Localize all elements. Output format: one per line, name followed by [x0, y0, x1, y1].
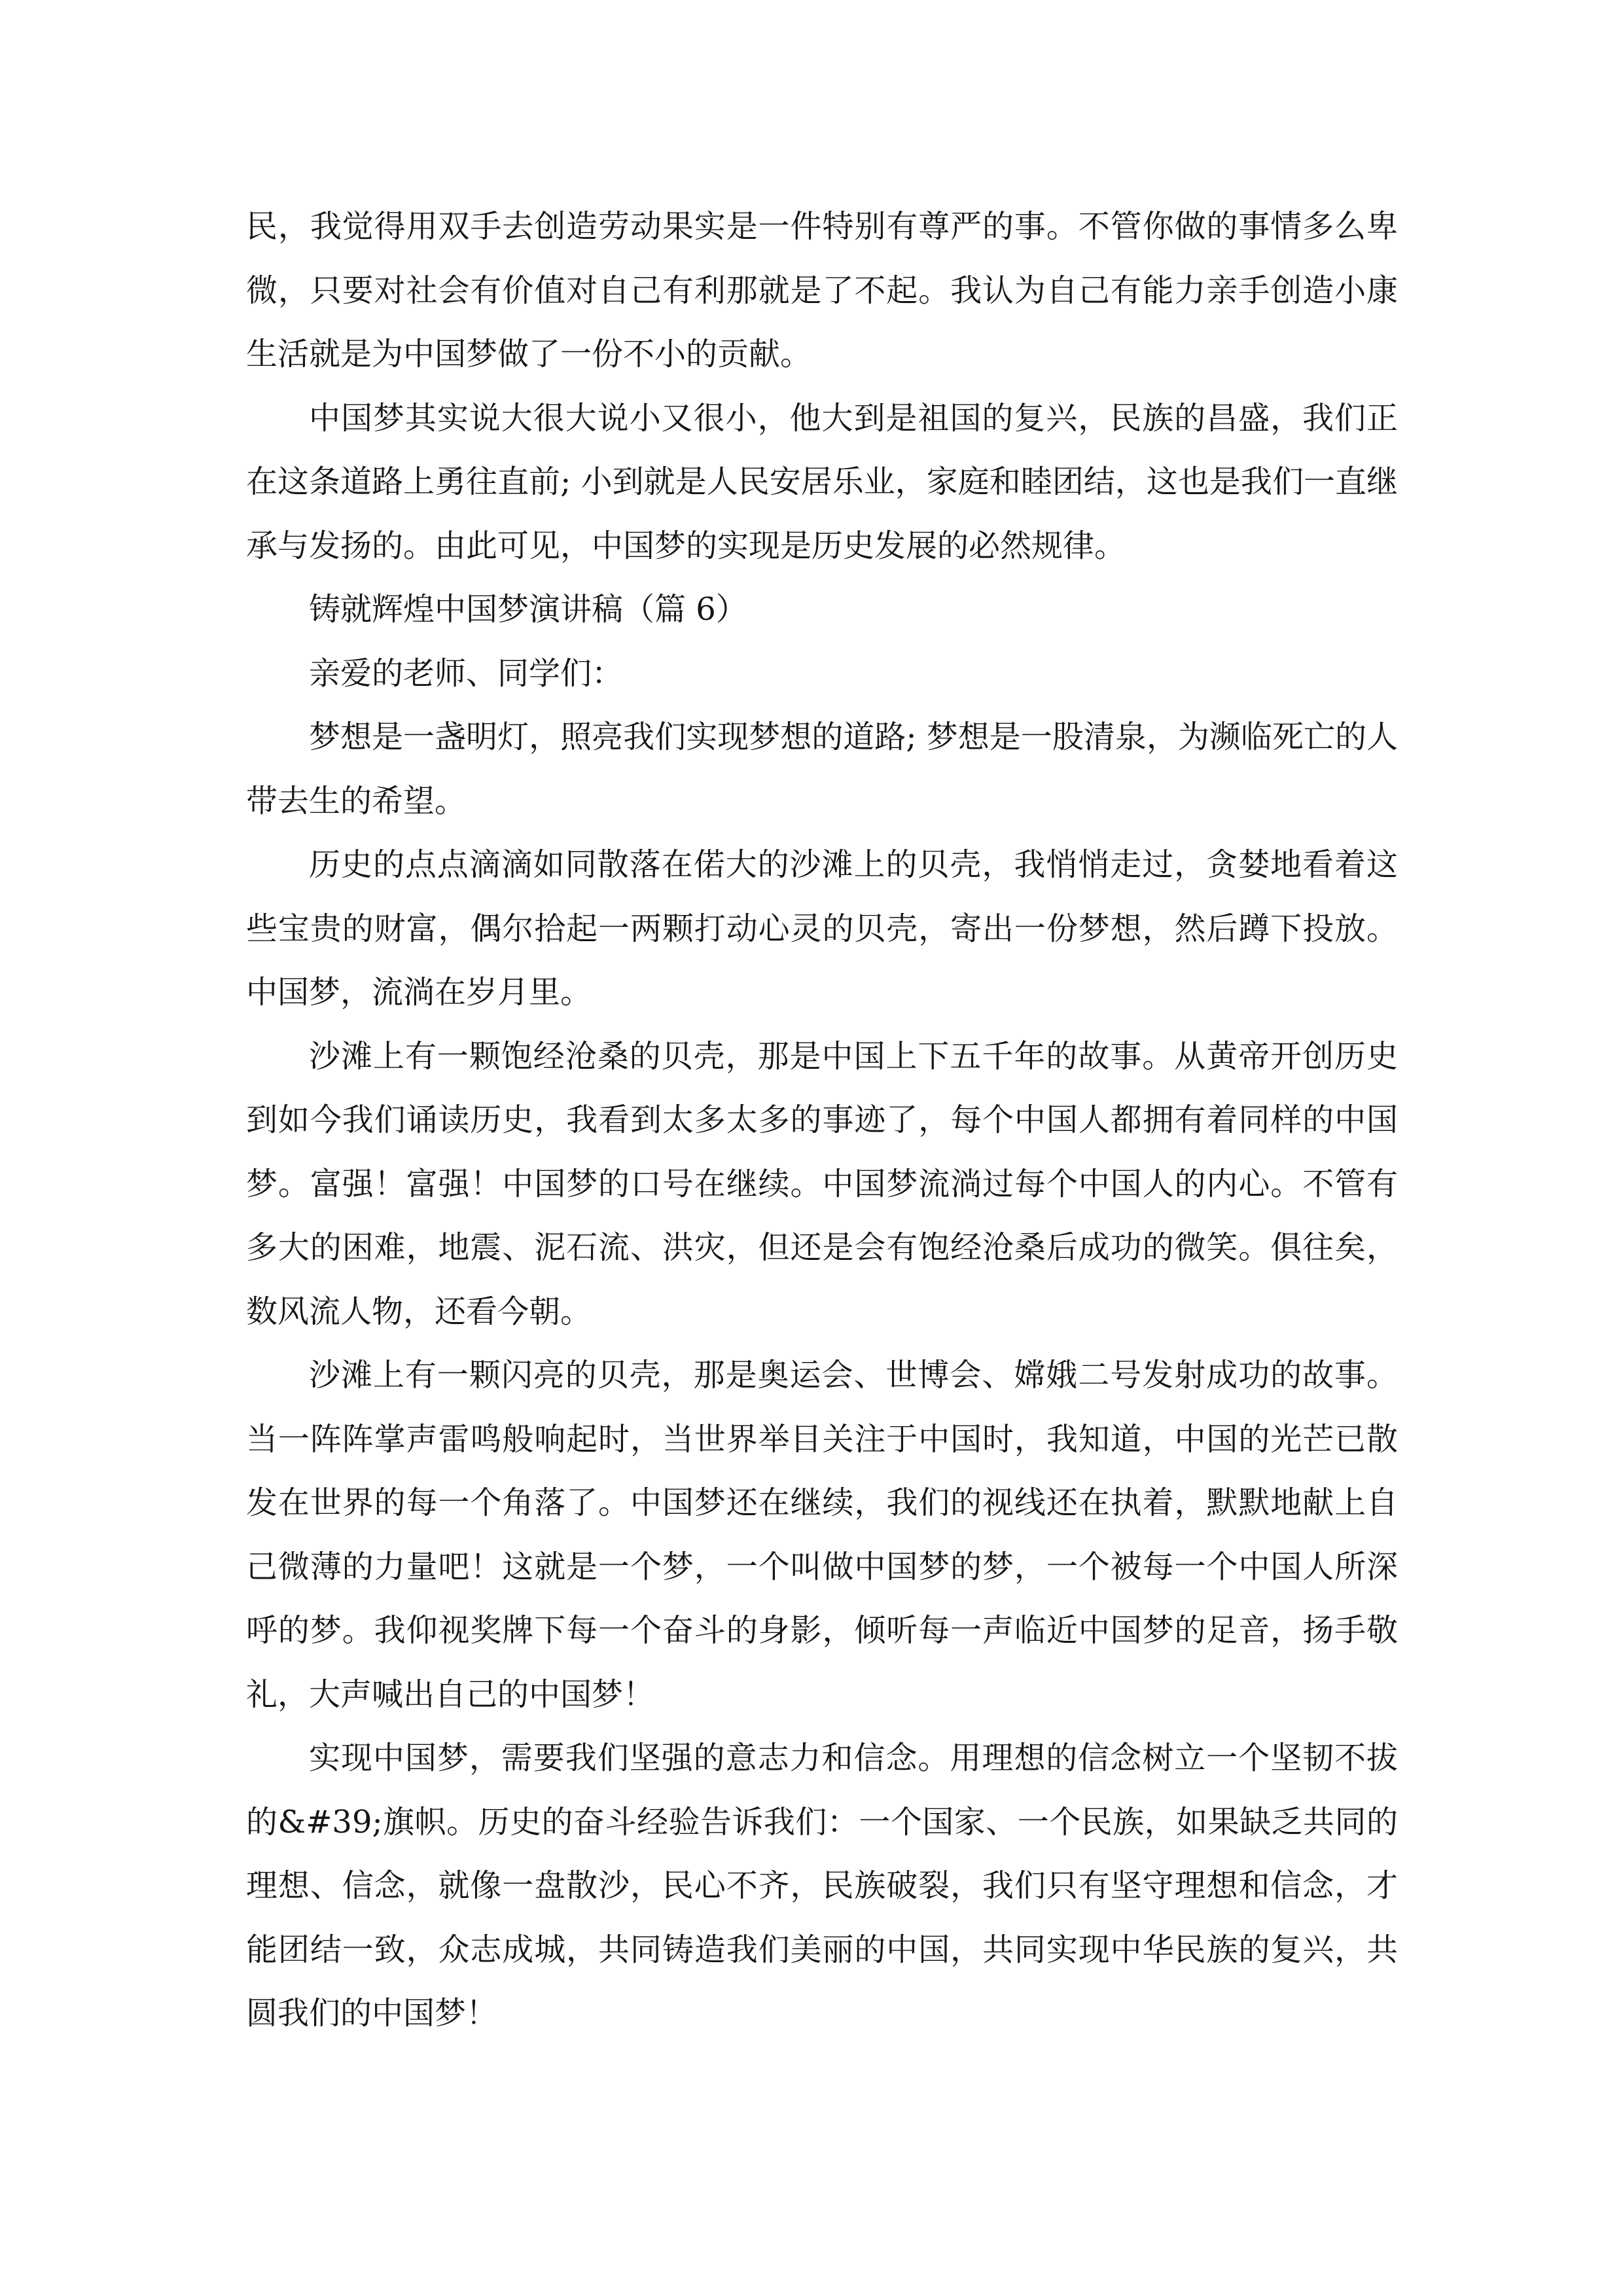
paragraph-continuation: 民，我觉得用双手去创造劳动果实是一件特别有尊严的事。不管你做的事情多么卑微，只要对社会有价值对自己有利那就是了不起。我认为自己有能力亲手创造小康生活就是为中国梦做了一份不小的贡献。 — [246, 208, 1398, 372]
paragraph: 沙滩上有一颗闪亮的贝壳，那是奥运会、世博会、嫦娥二号发射成功的故事。当一阵阵掌声雷鸣般响起时，当世界举目关注于中国时，我知道，中国的光芒已散发在世界的每一个角落了。中国梦还在继续，我们的视线还在执着，默默地献上自己微薄的力量吧！这就是一个梦，一个叫做中国梦的梦，一个被每一个中国人所深呼的梦。我仰视奖牌下每一个奋斗的身影，倾听每一声临近中国梦的足音，扬手敬礼，大声喊出自己的中国梦！ — [246, 1357, 1398, 1713]
paragraph: 历史的点点滴滴如同散落在偌大的沙滩上的贝壳，我悄悄走过，贪婪地看着这些宝贵的财富，偶尔拾起一两颗打动心灵的贝壳，寄出一份梦想，然后蹲下投放。中国梦，流淌在岁月里。 — [246, 846, 1398, 1011]
salutation: 亲爱的老师、同学们： — [309, 655, 624, 692]
paragraph: 实现中国梦，需要我们坚强的意志力和信念。用理想的信念树立一个坚韧不拔的&#39;旗帜。历史的奋斗经验告诉我们：一个国家、一个民族，如果缺乏共同的理想、信念，就像一盘散沙，民心不齐，民族破裂，我们只有坚守理想和信念，才能团结一致，众志成城，共同铸造我们美丽的中国，共同实现中华民族的复兴，共圆我们的中国梦！ — [246, 1740, 1398, 2032]
paragraph: 梦想是一盏明灯，照亮我们实现梦想的道路; 梦想是一股清泉，为濒临死亡的人带去生的希望。 — [246, 719, 1398, 819]
paragraph: 沙滩上有一颗饱经沧桑的贝壳，那是中国上下五千年的故事。从黄帝开创历史到如今我们诵读历史，我看到太多太多的事迹了，每个中国人都拥有着同样的中国梦。富强！富强！中国梦的口号在继续。中国梦流淌过每个中国人的内心。不管有多大的困难，地震、泥石流、洪灾，但还是会有饱经沧桑后成功的微笑。俱往矣，数风流人物，还看今朝。 — [246, 1037, 1398, 1330]
paragraph: 中国梦其实说大很大说小又很小，他大到是祖国的复兴，民族的昌盛，我们正在这条道路上勇往直前; 小到就是人民安居乐业，家庭和睦团结，这也是我们一直继承与发扬的。由此可见，中国梦的实现是历史发展的必然规律。 — [246, 399, 1398, 564]
section-title: 铸就辉煌中国梦演讲稿（篇 6） — [309, 591, 747, 628]
document-body — [246, 195, 1398, 2046]
